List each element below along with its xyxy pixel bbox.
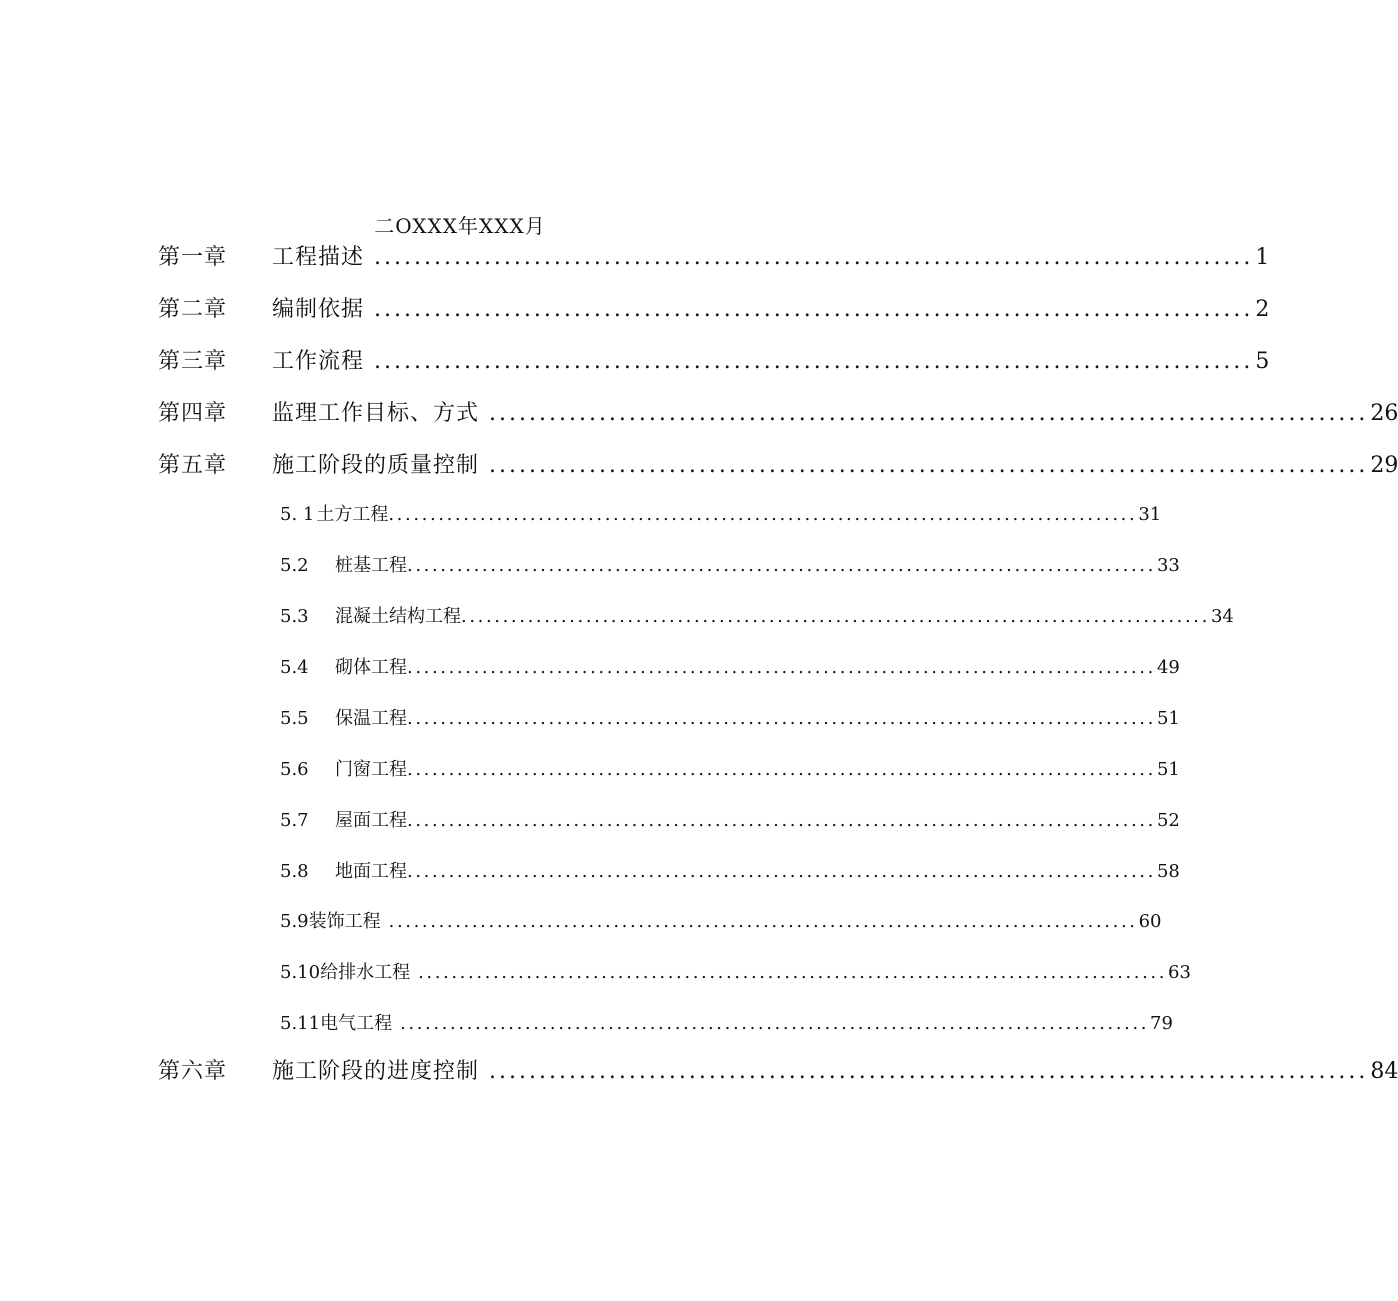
dot-leader: ..........................................................................................: [418, 962, 1168, 983]
toc-entry-chapter-2[interactable]: [158, 292, 1270, 323]
toc-entry-chapter-3[interactable]: [158, 344, 1270, 375]
chapter-number: 第四章: [158, 401, 228, 426]
toc-entry-section-5-8[interactable]: [280, 857, 1180, 883]
chapter-number: 第五章: [158, 453, 228, 478]
section-number: 5.3: [280, 606, 309, 627]
section-title: 电气工程: [320, 1013, 393, 1034]
dot-leader: ..........................................................................................: [407, 759, 1156, 780]
page-number: 5: [1255, 349, 1270, 374]
chapter-title: 施工阶段的质量控制: [272, 453, 480, 478]
dot-leader: ........................................................................................: [374, 245, 1254, 270]
section-number: 5.4: [280, 657, 309, 678]
page-number: 26: [1370, 401, 1398, 426]
chapter-number: 第六章: [158, 1059, 228, 1084]
section-number: 5.2: [280, 555, 309, 576]
section-number: 5.6: [280, 759, 309, 780]
toc-entry-chapter-5[interactable]: [158, 448, 1398, 479]
section-number: 5. 1: [280, 504, 315, 525]
page-number: 58: [1156, 861, 1180, 882]
dot-leader: ........................................................................................: [489, 453, 1369, 478]
section-title: 混凝土结构工程: [335, 606, 461, 627]
dot-leader: ..........................................................................................: [407, 555, 1156, 576]
toc-entry-section-5-9[interactable]: [280, 907, 1162, 933]
chapter-title: 工作流程: [272, 349, 365, 374]
section-title: 砌体工程: [335, 657, 407, 678]
page-number: 34: [1210, 606, 1234, 627]
dot-leader: ..........................................................................................: [461, 606, 1210, 627]
date-line: 二OXXX年XXX月: [374, 214, 546, 238]
dot-leader: ........................................................................................: [489, 1059, 1369, 1084]
section-number: 5.9: [280, 911, 309, 932]
toc-entry-section-5-2[interactable]: [280, 551, 1180, 577]
chapter-title: 施工阶段的进度控制: [272, 1059, 480, 1084]
page-number: 51: [1156, 708, 1180, 729]
section-title: 装饰工程: [308, 911, 381, 932]
toc-entry-section-5-7[interactable]: [280, 806, 1180, 832]
page-number: 63: [1168, 962, 1191, 983]
toc-entry-section-5-3[interactable]: [280, 602, 1234, 628]
page-number: 2: [1255, 297, 1270, 322]
chapter-title: 工程描述: [272, 245, 365, 270]
section-title: 保温工程: [335, 708, 407, 729]
toc-entry-section-5-4[interactable]: [280, 653, 1180, 679]
dot-leader: ..........................................................................................: [388, 911, 1138, 932]
dot-leader: ..........................................................................................: [407, 810, 1156, 831]
section-number: 5.5: [280, 708, 309, 729]
section-title: 地面工程: [335, 861, 407, 882]
page-number: 33: [1156, 555, 1180, 576]
dot-leader: ........................................................................................: [374, 297, 1254, 322]
section-number: 5.7: [280, 810, 309, 831]
toc-entry-section-5-11[interactable]: [280, 1009, 1173, 1035]
dot-leader: ........................................................................................: [489, 401, 1369, 426]
page-number: 51: [1156, 759, 1180, 780]
dot-leader: ........................................................................................: [374, 349, 1254, 374]
section-title: 桩基工程: [335, 555, 407, 576]
page-number: 49: [1156, 657, 1180, 678]
page-number: 31: [1138, 504, 1162, 525]
page-number: 60: [1138, 911, 1162, 932]
dot-leader: ..........................................................................................: [388, 504, 1138, 525]
page-number: 29: [1370, 453, 1398, 478]
section-number: 5.10: [280, 962, 321, 983]
toc-entry-chapter-6[interactable]: [158, 1054, 1398, 1085]
dot-leader: ..........................................................................................: [400, 1013, 1150, 1034]
toc-entry-chapter-1[interactable]: [158, 240, 1270, 271]
section-title: 屋面工程: [335, 810, 407, 831]
dot-leader: ..........................................................................................: [407, 657, 1156, 678]
chapter-title: 监理工作目标、方式: [272, 401, 480, 426]
toc-entry-chapter-4[interactable]: [158, 396, 1398, 427]
page-number: 52: [1156, 810, 1180, 831]
chapter-number: 第二章: [158, 297, 228, 322]
dot-leader: ..........................................................................................: [407, 708, 1156, 729]
toc-entry-section-5-10[interactable]: [280, 958, 1191, 984]
dot-leader: ..........................................................................................: [407, 861, 1156, 882]
chapter-number: 第一章: [158, 245, 228, 270]
toc-entry-section-5-1[interactable]: [280, 500, 1162, 526]
section-title: 给排水工程: [320, 962, 411, 983]
page-number: 1: [1255, 245, 1270, 270]
section-title: 土方工程: [316, 504, 389, 525]
page-number: 84: [1370, 1059, 1398, 1084]
chapter-number: 第三章: [158, 349, 228, 374]
toc-entry-section-5-5[interactable]: [280, 704, 1180, 730]
section-title: 门窗工程: [335, 759, 407, 780]
chapter-title: 编制依据: [272, 297, 365, 322]
page-number: 79: [1150, 1013, 1173, 1034]
section-number: 5.11: [280, 1013, 321, 1034]
toc-entry-section-5-6[interactable]: [280, 755, 1180, 781]
section-number: 5.8: [280, 861, 309, 882]
